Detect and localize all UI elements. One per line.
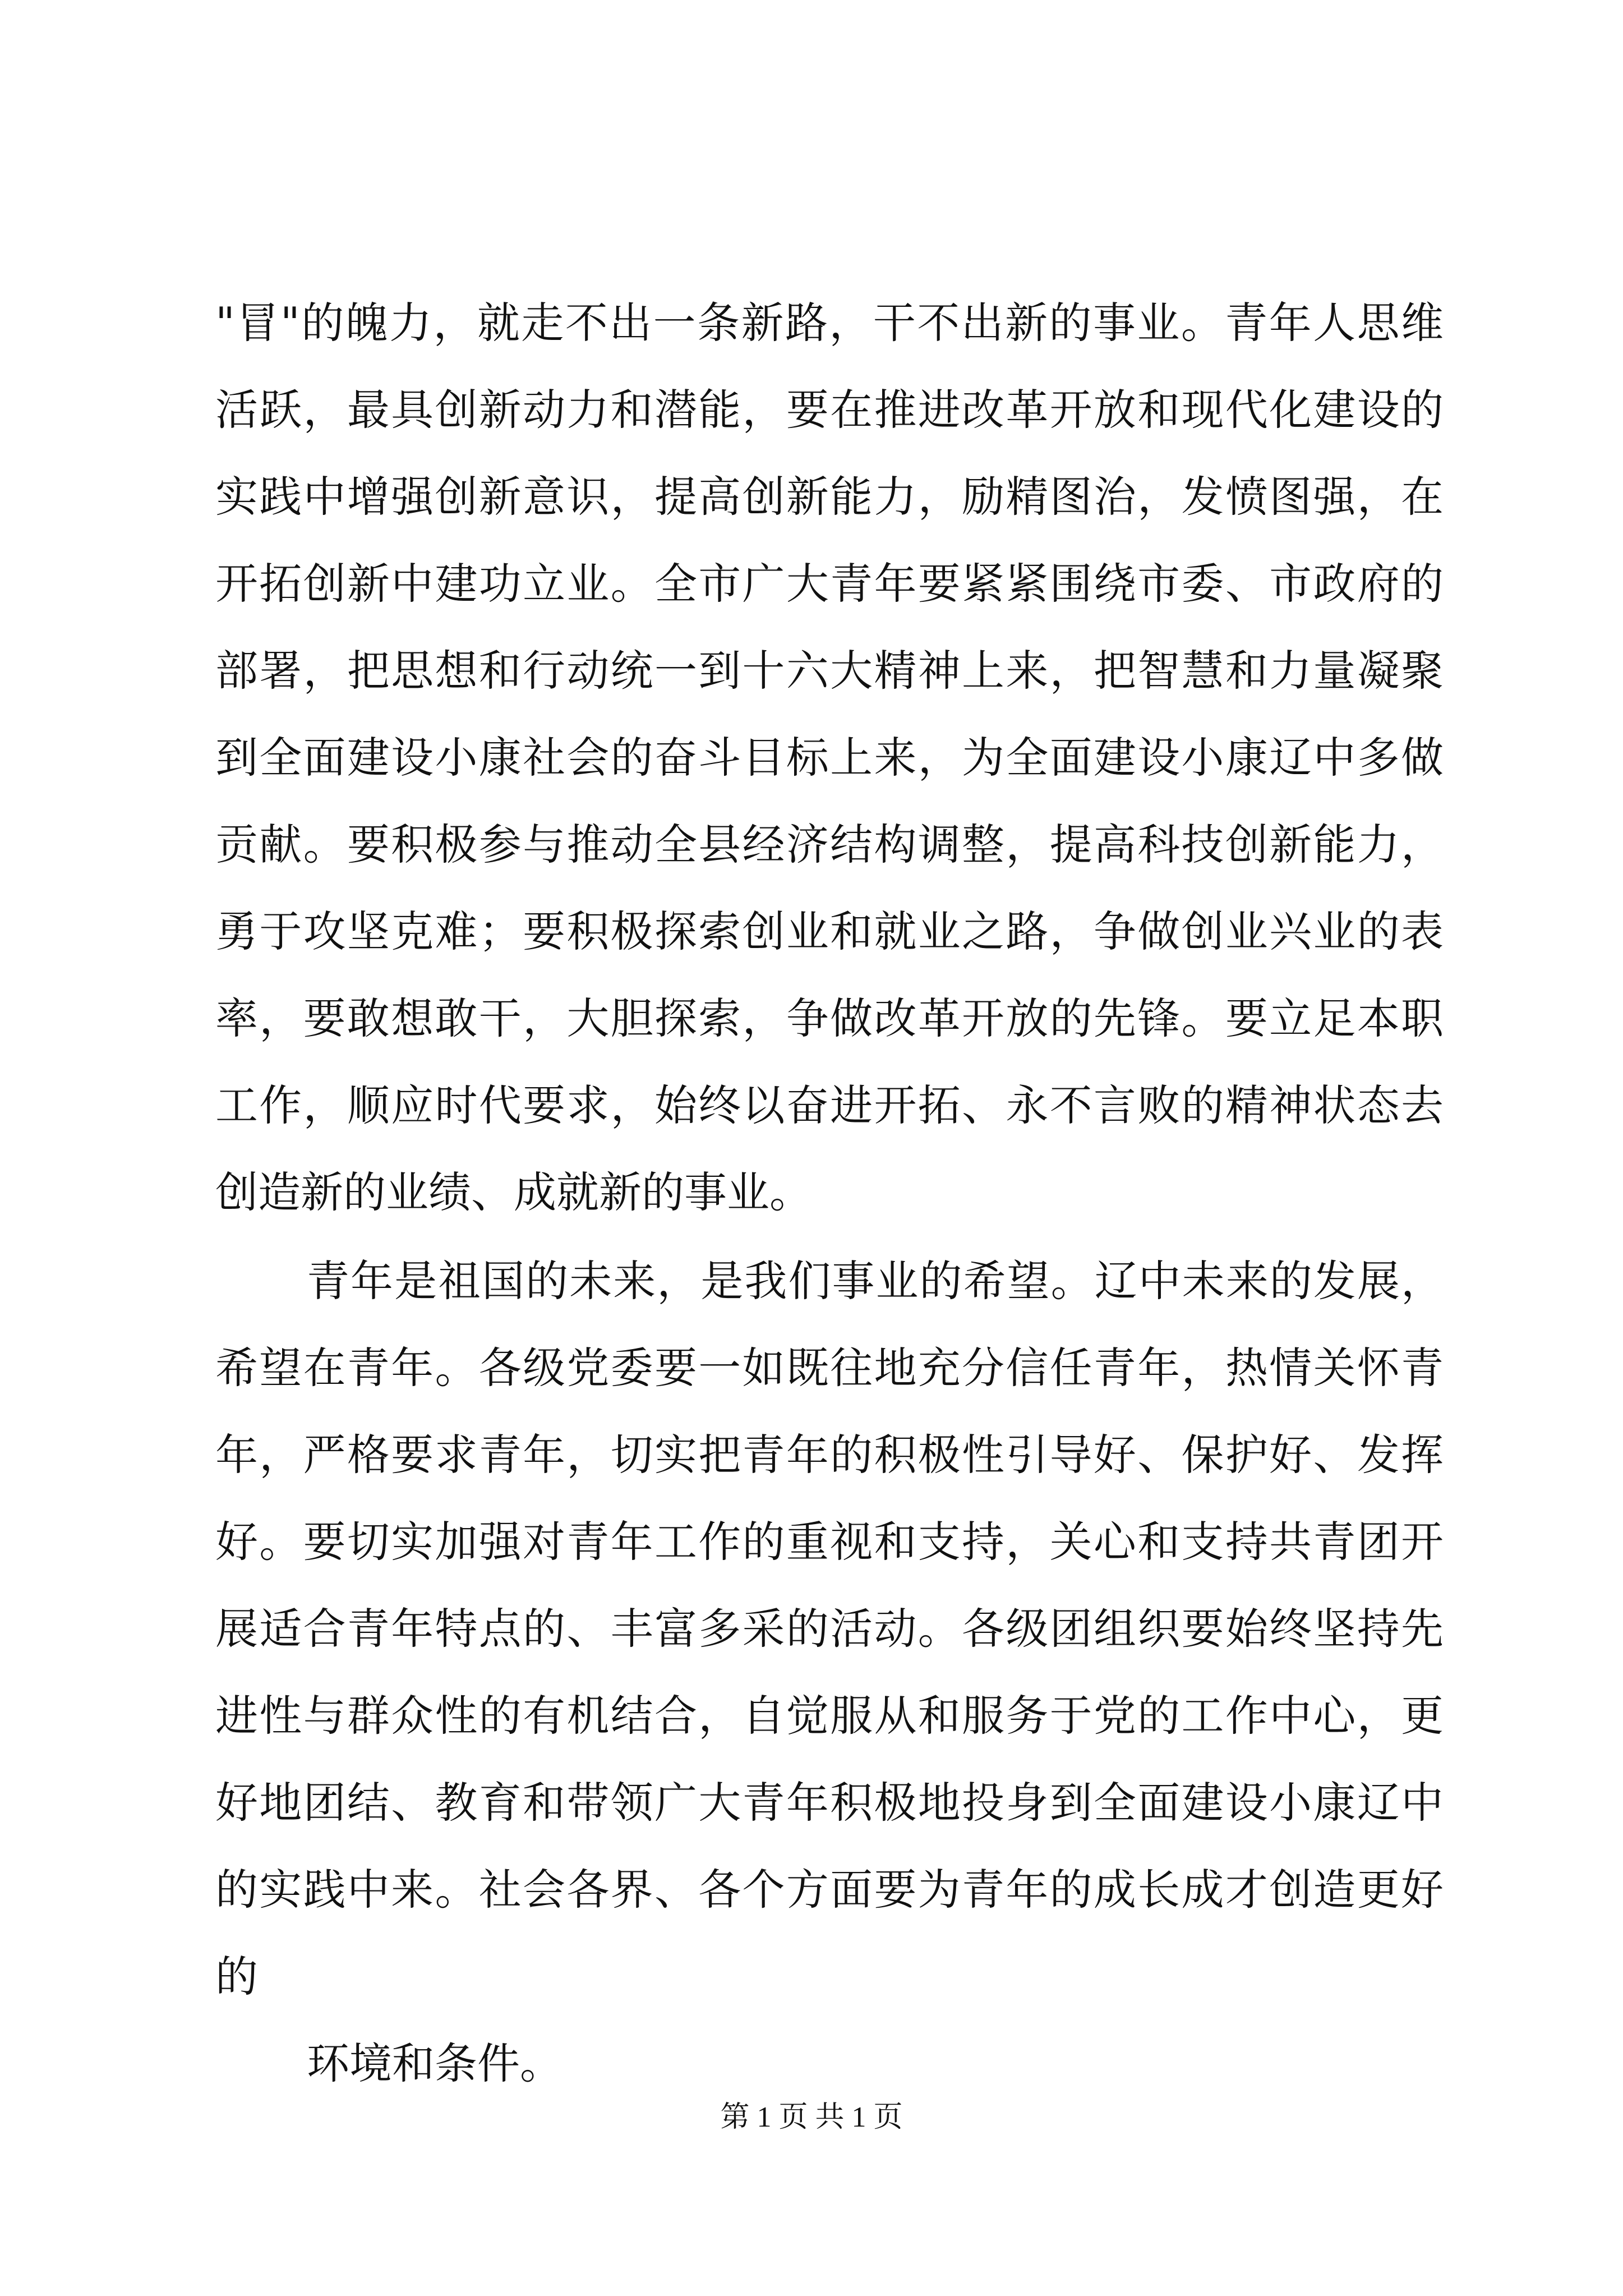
text-line: 工作，顺应时代要求，始终以奋进开拓、永不言败的精神状态去 [215,1080,1444,1130]
text-line: 环境和条件。 [307,2039,562,2088]
text-line: 实践中增强创新意识，提高创新能力，励精图治，发愤图强，在 [215,472,1444,522]
text-line: 创造新的业绩、成就新的事业。 [215,1167,812,1217]
page-number-footer: 第 1 页 共 1 页 [720,2101,903,2133]
text-line: 好地团结、教育和带领广大青年积极地投身到全面建设小康辽中 [215,1778,1444,1828]
text-line: 贡献。要积极参与推动全县经济结构调整，提高科技创新能力， [215,820,1444,869]
text-line: 勇于攻坚克难；要积极探索创业和就业之路，争做创业兴业的表 [215,907,1444,956]
text-line: 到全面建设小康社会的奋斗目标上来，为全面建设小康辽中多做 [215,733,1444,783]
text-line: 率，要敢想敢干，大胆探索，争做改革开放的先锋。要立足本职 [215,993,1444,1043]
text-line: 进性与群众性的有机结合，自觉服从和服务于党的工作中心，更 [215,1691,1444,1741]
text-line: 开拓创新中建功立业。全市广大青年要紧紧围绕市委、市政府的 [215,559,1444,609]
text-line: 的实践中来。社会各界、各个方面要为青年的成长成才创造更好 [215,1865,1444,1915]
text-line: 好。要切实加强对青年工作的重视和支持，关心和支持共青团开 [215,1517,1444,1567]
text-line: 活跃，最具创新动力和潜能，要在推进改革开放和现代化建设的 [215,385,1444,435]
text-line: 展适合青年特点的、丰富多采的活动。各级团组织要始终坚持先 [215,1604,1444,1654]
text-line: 青年是祖国的未来，是我们事业的希望。辽中未来的发展， [307,1256,1444,1306]
text-line: 年，严格要求青年，切实把青年的积极性引导好、保护好、发挥 [215,1430,1444,1480]
text-line: 的 [215,1952,258,2001]
text-line: 希望在青年。各级党委要一如既往地充分信任青年，热情关怀青 [215,1343,1444,1393]
text-line: 部署，把思想和行动统一到十六大精神上来，把智慧和力量凝聚 [215,646,1444,696]
text-line: "冒"的魄力，就走不出一条新路，干不出新的事业。青年人思维 [215,298,1444,348]
